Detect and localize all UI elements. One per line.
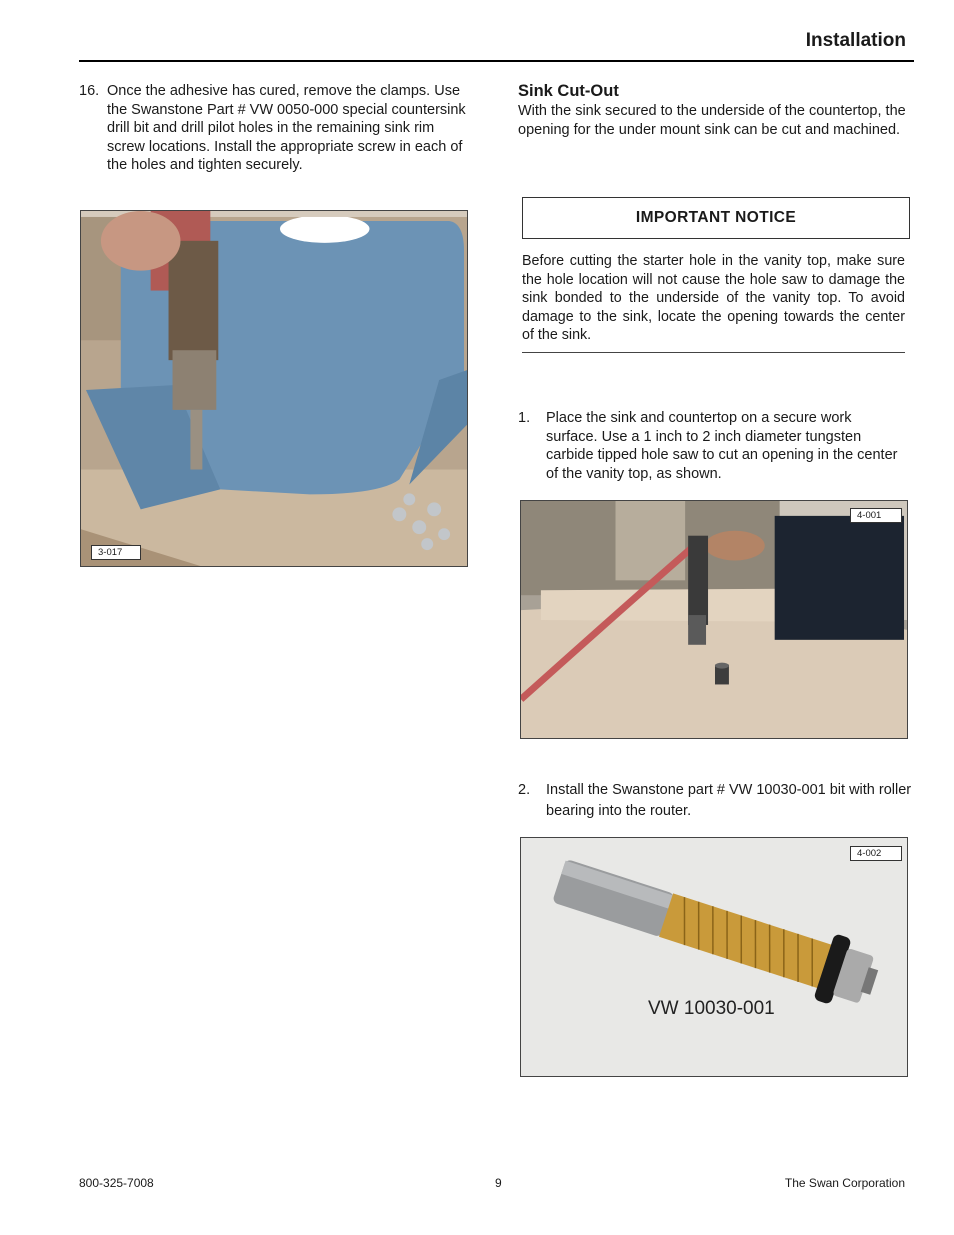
page-header-title: Installation: [805, 30, 906, 51]
photo-router-bit: [520, 837, 908, 1077]
notice-title: IMPORTANT NOTICE: [635, 209, 797, 226]
section-intro: With the sink secured to the underside of the countertop, the opening for the under mount sink can be cut and machined.: [518, 103, 906, 138]
step-number: 1.: [518, 410, 531, 426]
step-1: [518, 409, 903, 483]
router-bit-illustration: [521, 838, 907, 1076]
figure-tag: 3-017: [91, 545, 141, 560]
photo-sink-drilling: [80, 210, 468, 567]
step-16: [79, 82, 474, 175]
section-heading: Sink Cut-Out: [518, 82, 619, 100]
bit-part-label: VW 10030-001: [648, 998, 775, 1019]
step-text: Once the adhesive has cured, remove the clamps. Use the Swanstone Part # VW 0050-000 special countersink drill bit and drill pilot holes in the remaining sink rim screw locations. Install the appropriate screw in each of the holes and tighten securely.: [107, 83, 466, 174]
notice-text: Before cutting the starter hole in the vanity top, make sure the hole location will not cause the hole saw to damage the sink bonded to the underside of the vanity top. To avoid damage to the sink, locate the opening towards the center of the sink.: [522, 253, 905, 344]
step-2: [518, 780, 913, 822]
footer-phone: 800-325-7008: [79, 1176, 154, 1190]
sink-drilling-illustration: [81, 211, 467, 566]
step-text: Place the sink and countertop on a secure work surface. Use a 1 inch to 2 inch diameter tungsten carbide tipped hole saw to cut an opening in the center of the vanity top, as shown.: [546, 410, 898, 482]
figure-tag: 4-001: [850, 508, 902, 523]
notice-rule: [522, 352, 905, 353]
photo-hole-saw: [520, 500, 908, 739]
step-number: 2.: [518, 782, 531, 798]
footer-page-number: 9: [495, 1176, 502, 1190]
step-text: Install the Swanstone part # VW 10030-001 bit with roller bearing into the router.: [546, 782, 912, 819]
header-rule: [79, 60, 914, 62]
footer-company: The Swan Corporation: [784, 1176, 905, 1190]
hole-saw-illustration: [521, 501, 907, 738]
important-notice-box: [522, 197, 910, 239]
step-number: 16.: [79, 83, 100, 99]
figure-tag: 4-002: [850, 846, 902, 861]
